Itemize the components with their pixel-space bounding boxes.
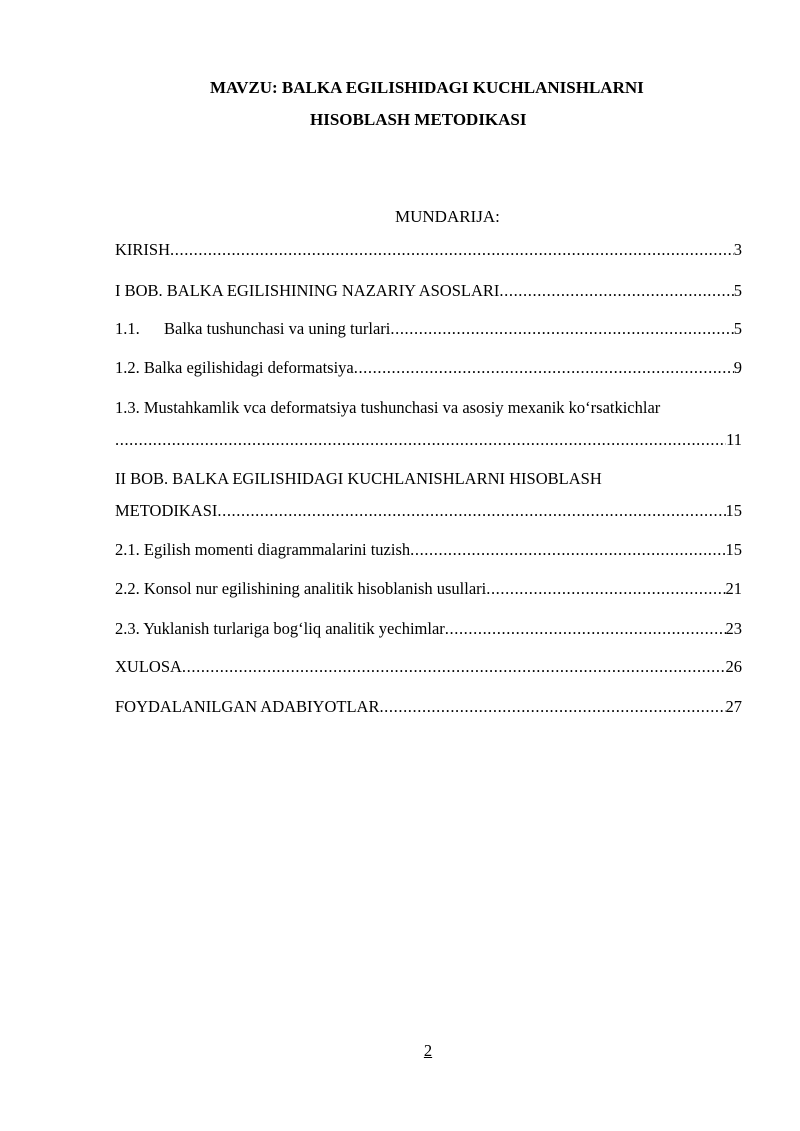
document-title-line-1: MAVZU: BALKA EGILISHIDAGI KUCHLANISHLARNI xyxy=(210,78,644,97)
toc-entry-page: 26 xyxy=(725,657,742,676)
toc-entry-xulosa[interactable] xyxy=(115,656,742,678)
toc-entry-1-1[interactable] xyxy=(115,318,742,340)
toc-entry-label: KIRISH xyxy=(115,240,171,259)
toc-entry-page: 23 xyxy=(725,619,742,638)
page-number-value: 2 xyxy=(423,1041,433,1060)
toc-entry-2-1[interactable] xyxy=(115,539,742,561)
toc-entry-label: I BOB. BALKA EGILISHINING NAZARIY ASOSLARI xyxy=(115,281,500,300)
toc-dot-leader xyxy=(390,318,733,340)
toc-dot-leader xyxy=(115,429,726,451)
toc-entry-page: 5 xyxy=(733,281,742,300)
toc-entry-label: 2.1. Egilish momenti diagrammalarini tuzish xyxy=(115,540,411,559)
toc-entry-page: 15 xyxy=(725,540,742,559)
toc-entry-references[interactable] xyxy=(115,696,742,718)
toc-entry-label: METODIKASI xyxy=(115,501,218,520)
page-number xyxy=(0,1041,800,1061)
toc-entry-1-3[interactable] xyxy=(115,429,742,451)
toc-entry-text: Balka tushunchasi va uning turlari xyxy=(164,319,391,338)
toc-entry-label xyxy=(115,318,390,340)
toc-entry-chapter-2[interactable] xyxy=(115,500,742,522)
toc-entry-label: 2.2. Konsol nur egilishining analitik hisoblanish usullari xyxy=(115,579,487,598)
toc-dot-leader xyxy=(354,357,734,379)
toc-entry-chapter-1[interactable] xyxy=(115,280,742,302)
toc-dot-leader xyxy=(217,500,725,522)
toc-entry-page: 27 xyxy=(725,697,742,716)
toc-entry-1-2[interactable] xyxy=(115,357,742,379)
toc-entry-chapter-2-line-1[interactable]: II BOB. BALKA EGILISHIDAGI KUCHLANISHLARNI HISOBLASH xyxy=(115,469,602,488)
toc-entry-page: 9 xyxy=(733,358,742,377)
toc-dot-leader xyxy=(379,696,725,718)
toc-entry-label: XULOSA xyxy=(115,657,182,676)
toc-dot-leader xyxy=(486,578,725,600)
toc-entry-label: 1.2. Balka egilishidagi deformatsiya xyxy=(115,358,354,377)
document-title-line-2: HISOBLASH METODIKASI xyxy=(310,110,527,129)
toc-entry-2-3[interactable] xyxy=(115,618,742,640)
toc-entry-page: 5 xyxy=(733,319,742,338)
toc-dot-leader xyxy=(499,280,733,302)
toc-dot-leader xyxy=(170,239,734,261)
toc-heading: MUNDARIJA: xyxy=(395,207,500,226)
toc-dot-leader xyxy=(445,618,726,640)
toc-entry-page: 21 xyxy=(725,579,742,598)
toc-entry-label: 2.3. Yuklanish turlariga bog‘liq analitik yechimlar xyxy=(115,619,445,638)
toc-dot-leader xyxy=(182,656,726,678)
toc-dot-leader xyxy=(410,539,725,561)
toc-entry-page: 11 xyxy=(726,430,742,449)
toc-entry-1-3-label[interactable]: 1.3. Mustahkamlik vca deformatsiya tushunchasi va asosiy mexanik ko‘rsatkichlar xyxy=(115,398,661,417)
toc-entry-kirish[interactable] xyxy=(115,239,742,261)
toc-entry-2-2[interactable] xyxy=(115,578,742,600)
toc-entry-page: 15 xyxy=(725,501,742,520)
toc-entry-page: 3 xyxy=(733,240,742,259)
toc-entry-label: FOYDALANILGAN ADABIYOTLAR xyxy=(115,697,380,716)
toc-entry-number: 1.1. xyxy=(115,319,140,338)
